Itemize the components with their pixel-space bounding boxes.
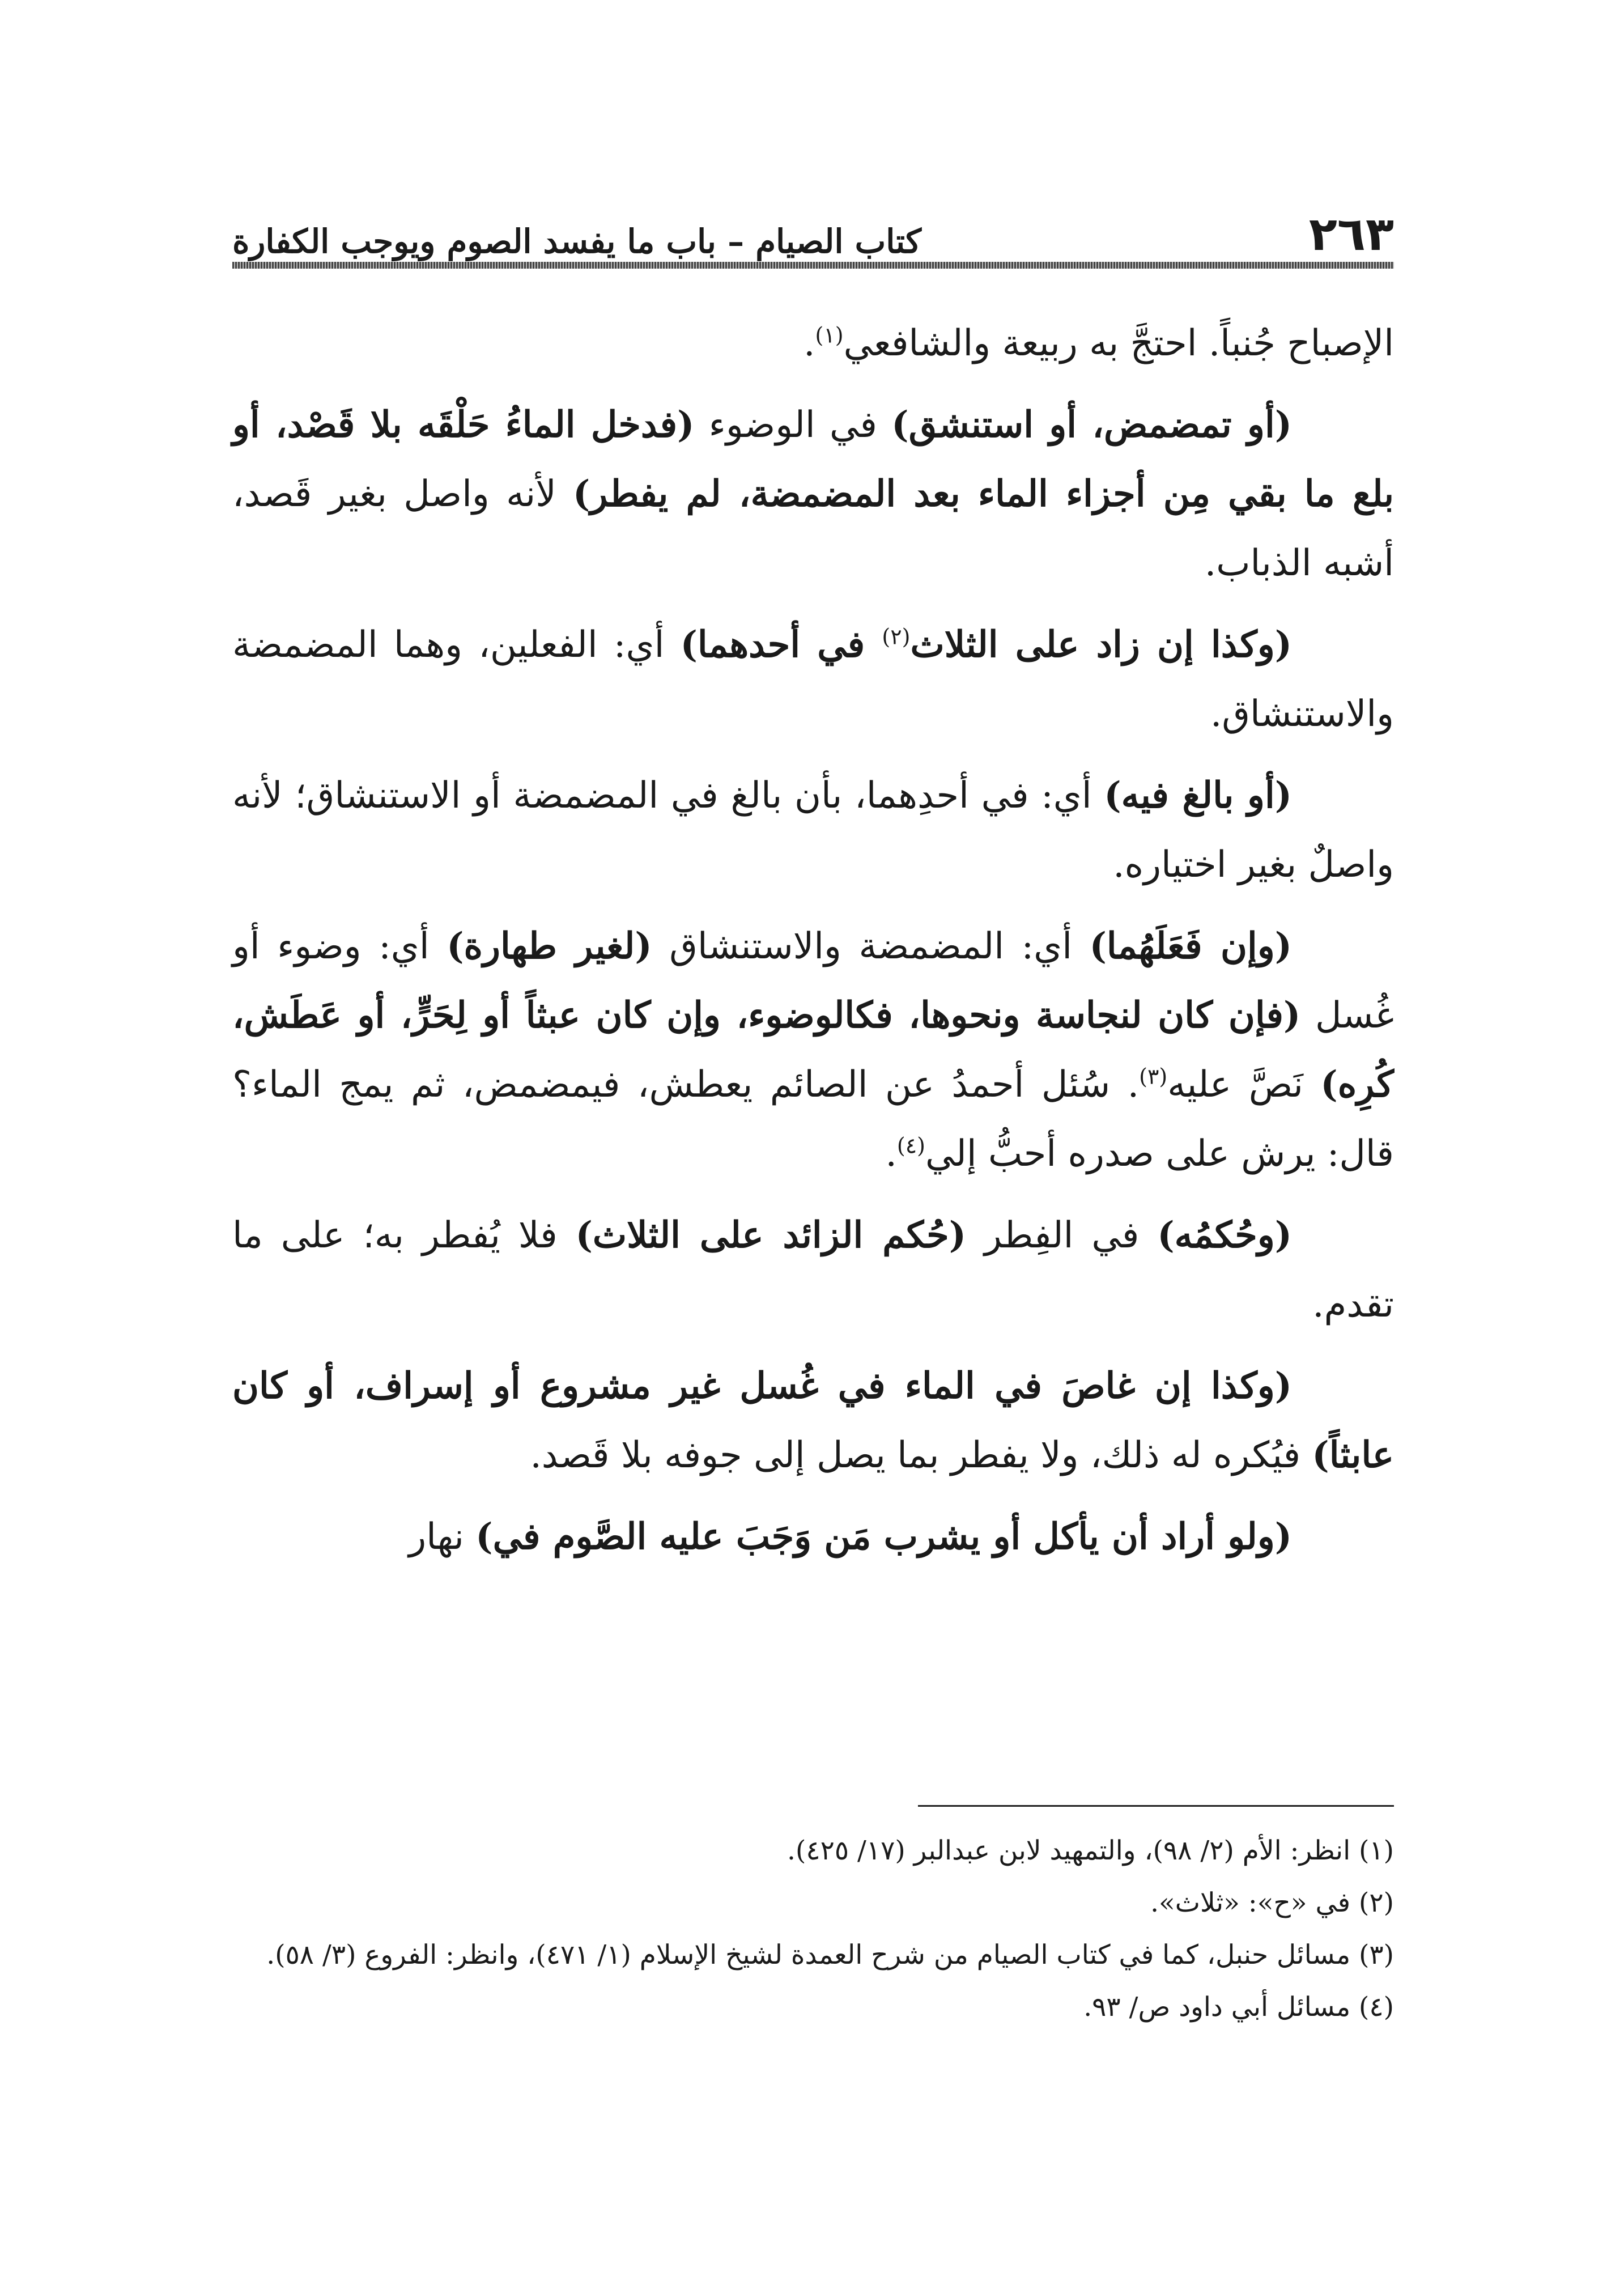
page-header (232, 190, 1394, 261)
matn-text: (وكذا إن زاد على الثلاث (910, 623, 1293, 666)
commentary-text: فيُكره له ذلك، ولا يفطر بما يصل إلى جوفه بلا قَصد. (530, 1434, 1312, 1476)
matn-text: (حُكم الزائد على الثلاث) (575, 1214, 966, 1256)
matn-text: (أو بالغ فيه) (1104, 774, 1293, 817)
footnote: (٢) في «ح»: «ثلاث». (1150, 1887, 1394, 1918)
commentary-text: في الفِطر (966, 1215, 1158, 1256)
matn-text: (وكذا إن غاصَ في الماء في غُسل غير مشروع أو إسراف، أو كان عابثاً) (232, 1365, 1394, 1476)
body-paragraph (232, 1352, 1394, 1490)
body-paragraph (232, 309, 1394, 378)
commentary-text: . سُئل أحمدُ عن الصائم يعطش، فيمضمض، ثم يمج الماء؟ قال: يرش على صدره أحبُّ إلي (232, 1064, 1394, 1175)
matn-text: (وحُكمُه) (1157, 1214, 1293, 1256)
footnote-marker: (١) (815, 322, 844, 348)
commentary-text: فلا يُفطر به؛ على ما تقدم. (232, 1215, 1394, 1326)
matn-text: (ولو أراد أن يأكل أو يشرب مَن وَجَبَ عليه الصَّوم في) (475, 1515, 1292, 1558)
body-paragraph (232, 1502, 1394, 1572)
body-paragraph (232, 390, 1394, 598)
footnote-divider (918, 1805, 1394, 1807)
footnotes (232, 1828, 1394, 2036)
page-number: ٢٦٣ (1308, 207, 1394, 261)
commentary-text: أي: المضمضة والاستنشاق (652, 925, 1090, 967)
body-paragraph (232, 761, 1394, 899)
matn-text: (لغير طهارة) (447, 925, 652, 967)
footnote: (١) انظر: الأم (٢/ ٩٨)، والتمهيد لابن عبدالبر (١٧/ ٤٢٥). (787, 1835, 1394, 1866)
footnote-marker: (٣) (1139, 1064, 1168, 1089)
body-paragraph (232, 610, 1394, 749)
book-page (232, 0, 1394, 2293)
footnote-marker: (٢) (882, 624, 911, 649)
matn-text: في أحدهما) (680, 623, 882, 666)
running-title: كتاب الصيام – باب ما يفسد الصوم ويوجب الكفارة (232, 222, 922, 261)
footnote-marker: (٤) (896, 1133, 925, 1158)
matn-text: (أو تمضمض، أو استنشق) (891, 404, 1293, 446)
matn-text: (وإن فَعَلَهُما) (1089, 925, 1293, 967)
matn-text: (فإن كان لنجاسة ونحوها، فكالوضوء، وإن كان عبثاً أو لِحَرٍّ، أو عَطَش، كُرِه) (232, 994, 1395, 1106)
header-divider (232, 262, 1394, 269)
commentary-text: نَصَّ عليه (1167, 1064, 1321, 1106)
commentary-text: . (885, 1133, 897, 1175)
commentary-text: أي: الفعلين، وهما المضمضة والاستنشاق. (232, 624, 1394, 735)
body-paragraph (232, 1201, 1394, 1339)
commentary-text: أي: وضوء أو غُسل (232, 925, 1395, 1037)
commentary-text: نهار (409, 1516, 476, 1558)
main-text (232, 309, 1394, 1584)
footnote: (٤) مسائل أبي داود ص/ ٩٣. (1083, 1991, 1394, 2023)
footnote: (٣) مسائل حنبل، كما في كتاب الصيام من شرح العمدة لشيخ الإسلام (١/ ٤٧١)، وانظر: الفروع (٣/ ٥٨). (266, 1939, 1394, 1971)
commentary-text: لأنه واصل بغير قَصد، أشبه الذباب. (232, 473, 1394, 584)
body-paragraph (232, 912, 1394, 1188)
commentary-text: أي: في أحدِهما، بأن بالغ في المضمضة أو الاستنشاق؛ لأنه واصلٌ بغير اختياره. (232, 775, 1394, 886)
commentary-text: الإصباح جُنباً. احتجَّ به ربيعة والشافعي (843, 322, 1394, 364)
matn-text: (فدخل الماءُ حَلْقَه بلا قَصْد، أو بلع ما بقي مِن أجزاء الماء بعد المضمضة، لم يفطر) (232, 404, 1395, 515)
commentary-text: في الوضوء (694, 404, 892, 446)
commentary-text: . (804, 322, 815, 364)
